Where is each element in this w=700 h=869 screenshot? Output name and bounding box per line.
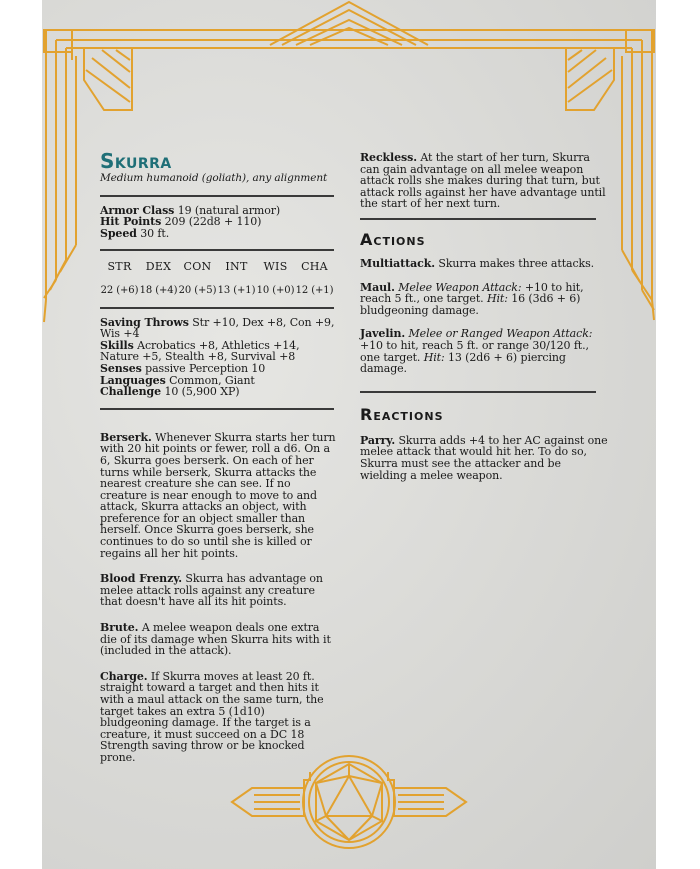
trait-berserk — [100, 432, 336, 560]
trait-name: Reckless. — [360, 151, 417, 164]
saving-throws-line — [100, 317, 336, 340]
actions-heading: Actions — [360, 229, 426, 249]
stat-block-page — [42, 0, 656, 869]
reaction-text: Skurra adds +4 to her AC against one melee attack that would hit her. To do so, Skurra must see the attacker and be wielding a melee weapon. — [360, 433, 608, 482]
attack-text: +10 to hit, reach 5 ft. or range 30/120 ft., one target. — [360, 338, 589, 364]
hit-label: Hit: — [486, 292, 508, 306]
action-maul — [360, 282, 610, 317]
ability-score: 20 (+5) — [178, 284, 217, 296]
ability-score: 13 (+1) — [217, 284, 256, 296]
divider — [100, 408, 334, 410]
speed-label: Speed — [100, 226, 137, 240]
trait-charge — [100, 671, 336, 764]
action-name: Multiattack. — [360, 256, 435, 270]
hit-label: Hit: — [423, 350, 445, 364]
divider — [100, 307, 334, 309]
action-text: Skurra makes three attacks. — [438, 256, 595, 270]
ability-score: 22 (+6) — [100, 284, 139, 296]
skills-label: Skills — [100, 338, 134, 352]
skills-value: Acrobatics +8, Athletics +14, Nature +5, Stealth +8, Survival +8 — [100, 338, 300, 364]
armor-class-label: Armor Class — [100, 203, 175, 217]
reaction-parry — [360, 435, 610, 481]
hit-text: 13 (2d6 + 6) piercing damage. — [360, 350, 566, 376]
hit-text: 16 (3d6 + 6) bludgeoning damage. — [360, 292, 581, 317]
saving-throws-value: Str +10, Dex +8, Con +9, Wis +4 — [100, 315, 335, 341]
challenge-label: Challenge — [100, 385, 162, 399]
attack-type: Melee or Ranged Weapon Attack: — [408, 327, 593, 341]
trait-text: At the start of her turn, Skurra can gain advantage on all melee weapon attack rolls she makes during that turn, but attack rolls against her have advantage until the start of her next turn. — [360, 151, 606, 211]
divider — [100, 195, 334, 197]
senses-label: Senses — [100, 361, 142, 375]
speed-value: 30 ft. — [140, 226, 170, 240]
trait-brute — [100, 622, 336, 657]
trait-reckless — [360, 152, 610, 210]
attack-type: Melee Weapon Attack: — [398, 280, 522, 294]
armor-class-value: 19 (natural armor) — [177, 203, 281, 217]
languages-label: Languages — [100, 373, 166, 387]
senses-value: passive Perception 10 — [145, 361, 266, 375]
trait-name: Blood Frenzy. — [100, 572, 182, 586]
trait-text: Skurra has advantage on melee attack rolls against any creature that doesn't have all its hit points. — [100, 572, 323, 609]
languages-value: Common, Giant — [169, 373, 255, 387]
action-javelin — [360, 328, 610, 374]
skills-line — [100, 340, 336, 363]
ability-score: 18 (+4) — [139, 284, 178, 296]
monster-subtitle: Medium humanoid (goliath), any alignment — [100, 172, 328, 184]
ability-name: STR — [107, 260, 132, 274]
reaction-name: Parry. — [360, 433, 396, 447]
speed-line — [100, 228, 336, 240]
saving-throws-label: Saving Throws — [100, 315, 189, 329]
trait-text: Whenever Skurra starts her turn with 20 hit points or fewer, roll a d6. On a 6, Skurra goes berserk. On each of her turns while berserk, Skurra attacks the nearest creature she can see. If no creature is near enough to move to and attack, Skurra attacks an object, with preference for an object smaller than herself. Once Skurra goes berserk, she continues to do so until she is killed or regains all her hit points. — [100, 430, 336, 560]
ability-name: CHA — [301, 260, 328, 274]
ability-score: 12 (+1) — [295, 284, 334, 296]
hit-points-label: Hit Points — [100, 215, 162, 229]
ability-name: WIS — [263, 260, 288, 274]
divider — [360, 218, 596, 220]
action-name: Maul. — [360, 280, 395, 294]
hit-points-value: 209 (22d8 + 110) — [164, 215, 262, 229]
attack-text: +10 to hit, reach 5 ft., one target. — [360, 280, 584, 306]
challenge-value: 10 (5,900 XP) — [164, 385, 240, 399]
left-column — [100, 150, 336, 764]
trait-text: A melee weapon deals one extra die of its damage when Skurra hits with it (included in the attack). — [100, 621, 331, 658]
trait-blood-frenzy — [100, 573, 336, 608]
divider — [360, 391, 596, 393]
divider — [100, 249, 334, 251]
ability-name: DEX — [145, 260, 172, 274]
trait-name: Berserk. — [100, 430, 152, 444]
ability-score: 10 (+0) — [256, 284, 295, 296]
right-column — [360, 152, 610, 481]
monster-name: Skurra — [100, 149, 172, 173]
trait-name: Charge. — [100, 669, 148, 683]
challenge-line — [100, 386, 336, 398]
reactions-heading: Reactions — [360, 404, 444, 424]
ability-name: CON — [183, 260, 212, 274]
action-multiattack — [360, 258, 610, 270]
ability-name: INT — [225, 260, 248, 274]
trait-text: If Skurra moves at least 20 ft. straight toward a target and then hits it with a maul attack on the same turn, the target takes an extra 5 (1d10) bludgeoning damage. If the target is a creature, it must succeed on a DC 18 Strength saving throw or be knocked prone. — [100, 669, 324, 764]
ability-scores-table — [100, 259, 334, 296]
action-name: Javelin. — [360, 327, 406, 341]
trait-name: Brute. — [100, 621, 139, 635]
